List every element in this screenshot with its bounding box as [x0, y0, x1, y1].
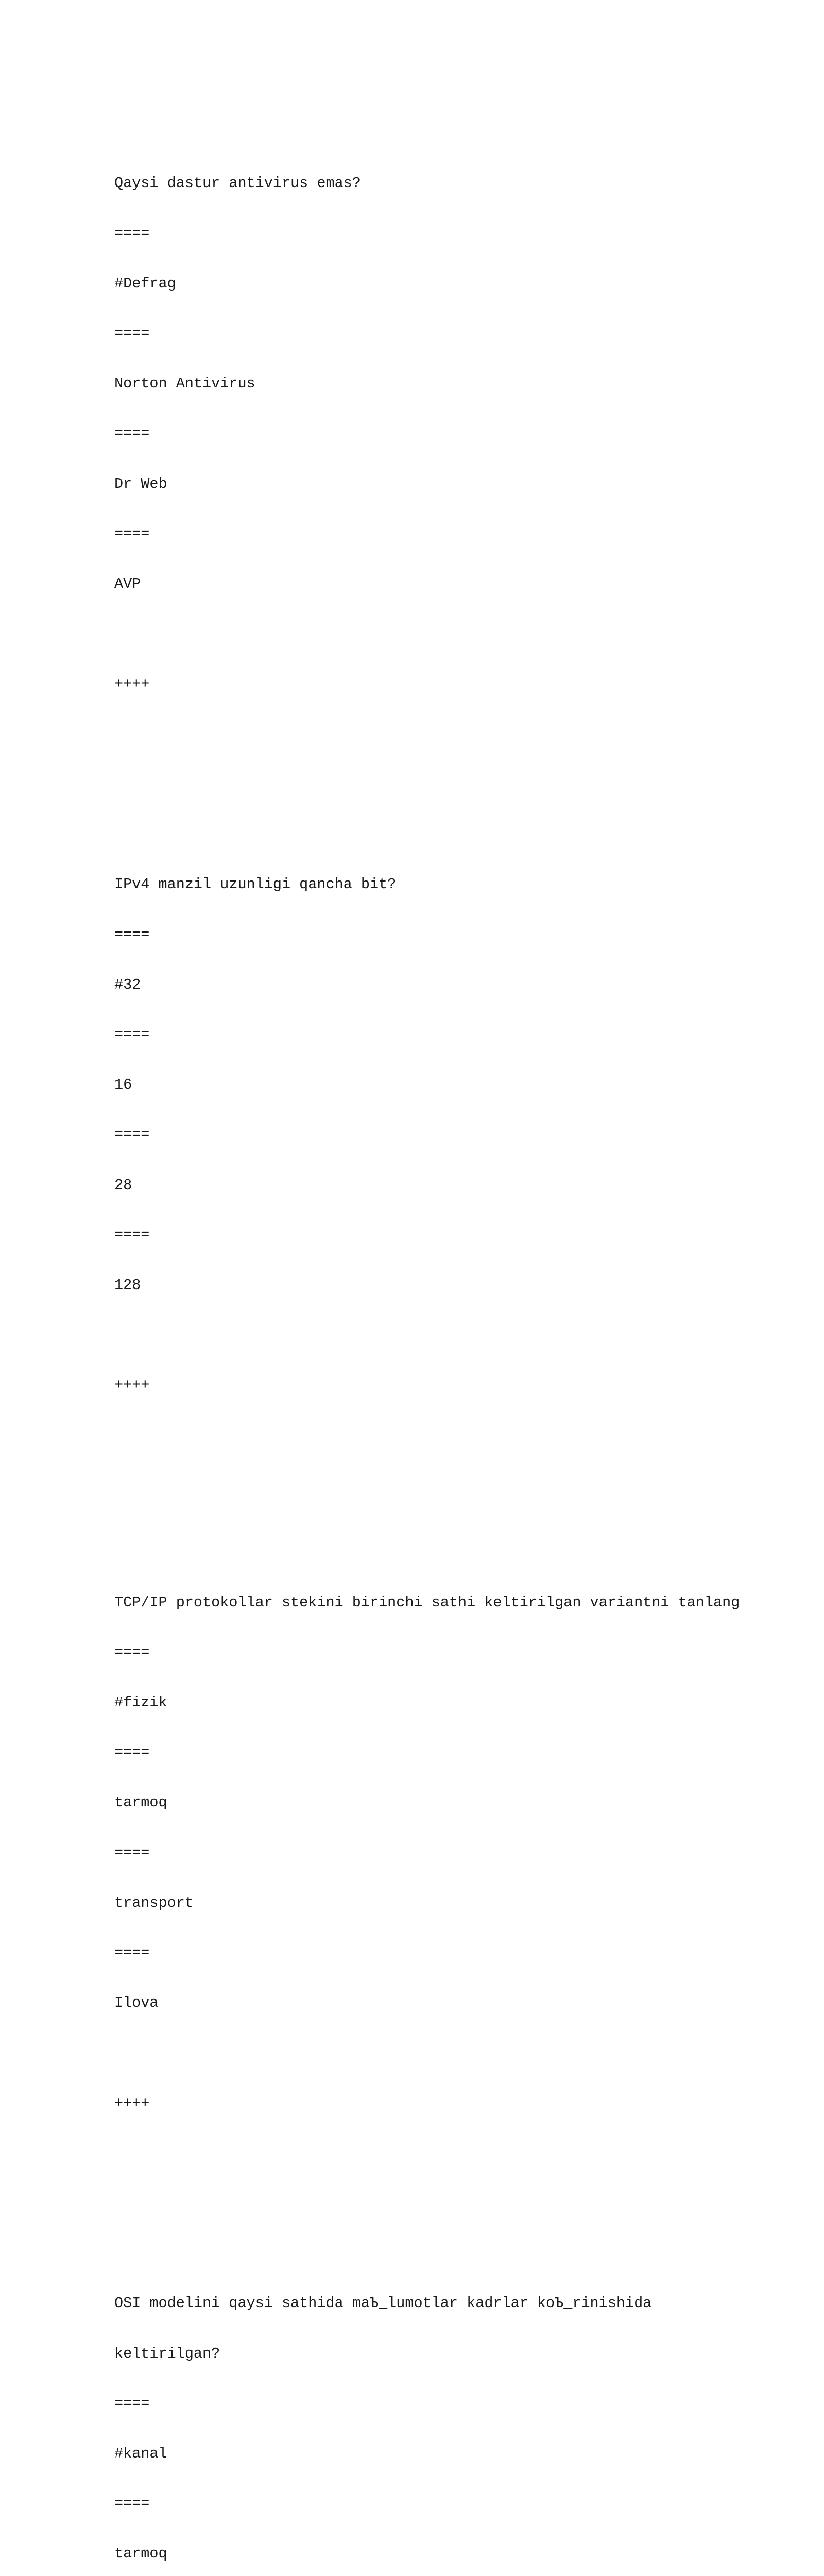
blank-line — [114, 2045, 763, 2061]
answer-option: 16 — [114, 1076, 132, 1094]
answer-option: #32 — [114, 976, 141, 993]
separator: ==== — [114, 225, 150, 242]
answer-option: 128 — [114, 1276, 141, 1294]
end-marker: ++++ — [114, 2094, 150, 2112]
question-text-continued: keltirilgan? — [114, 2345, 220, 2362]
separator: ==== — [114, 1126, 150, 1144]
question-text: IPv4 manzil uzunligi qancha bit? — [114, 876, 397, 893]
separator: ==== — [114, 425, 150, 443]
separator: ==== — [114, 1844, 150, 1861]
blank-line — [114, 1428, 763, 1461]
blank-line — [114, 2145, 763, 2162]
answer-option: #Defrag — [114, 275, 176, 292]
separator: ==== — [114, 2395, 150, 2412]
separator: ==== — [114, 325, 150, 343]
question-block — [114, 843, 763, 1495]
blank-line — [114, 726, 763, 743]
answer-option: #kanal — [114, 2445, 167, 2463]
question-block — [114, 2262, 763, 2576]
answer-option: Ilova — [114, 1994, 159, 2012]
answer-option: Norton Antivirus — [114, 375, 255, 393]
blank-line — [114, 626, 763, 642]
answer-option: tarmoq — [114, 2545, 167, 2563]
question-block — [114, 142, 763, 776]
separator: ==== — [114, 2495, 150, 2513]
answer-option: transport — [114, 1894, 194, 1911]
answer-option: tarmoq — [114, 1794, 167, 1811]
answer-option: AVP — [114, 575, 141, 593]
answer-option: #fizik — [114, 1694, 167, 1711]
end-marker: ++++ — [114, 1377, 150, 1394]
question-text: Qaysi dastur antivirus emas? — [114, 175, 361, 192]
separator: ==== — [114, 1643, 150, 1661]
question-text: OSI modelini qaysi sathida maЪ_lumotlar kadrlar koЪ_rinishida — [114, 2295, 652, 2312]
document-page — [114, 75, 763, 2576]
end-marker: ++++ — [114, 675, 150, 693]
separator: ==== — [114, 1944, 150, 1962]
question-text: TCP/IP protokollar stekini birinchi sathi keltirilgan variantni tanlang — [114, 1594, 740, 1611]
separator: ==== — [114, 1226, 150, 1244]
separator: ==== — [114, 926, 150, 943]
separator: ==== — [114, 1744, 150, 1761]
answer-option: Dr Web — [114, 475, 167, 493]
answer-option: 28 — [114, 1176, 132, 1194]
separator: ==== — [114, 525, 150, 543]
separator: ==== — [114, 1026, 150, 1043]
question-block — [114, 1561, 763, 2195]
blank-line — [114, 1327, 763, 1344]
